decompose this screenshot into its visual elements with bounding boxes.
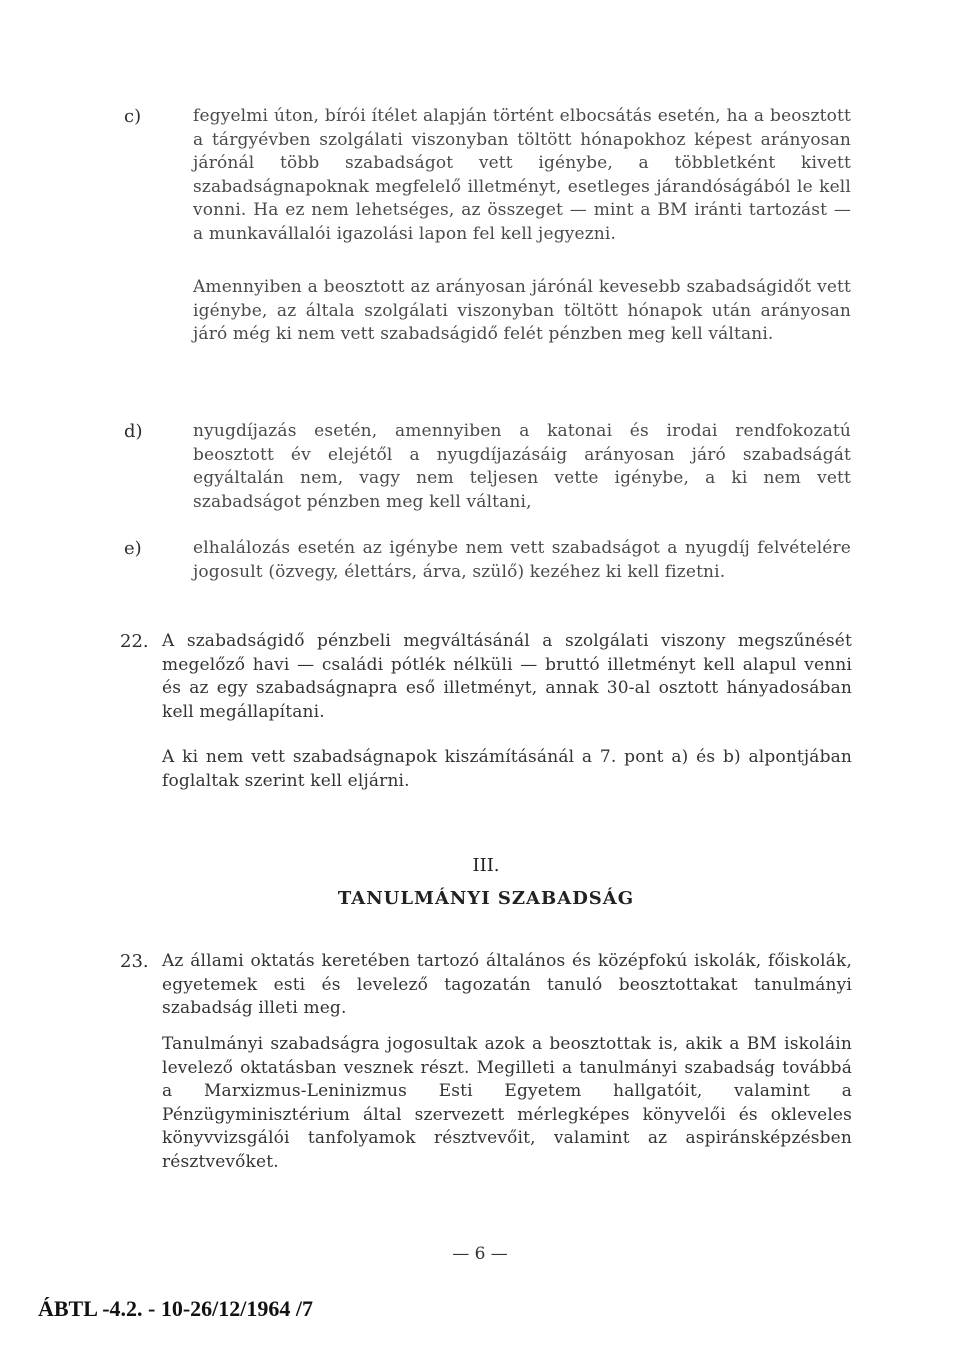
point-label-22: 22. [120,631,149,652]
section-title: TANULMÁNYI SZABADSÁG [337,888,635,909]
page-number: — 6 — [452,1244,508,1264]
point-23-paragraph-2: Tanulmányi szabadságra jogosultak azok a beosztottak is, akik a BM iskoláin levelező oktatásban vesznek részt. Megilleti a tanulmányi szabadság továbbá a Marxizmus-Leninizmus Esti Egyetem hallgatóit, valamint a Pénzügyminisztérium által szervezett mérlegképes könyvelői és okleveles könyvvizsgálói tanfolyamok résztvevőit, valamint az aspiránsképzésben résztvevőket. [162,1034,852,1172]
item-label-e: e) [124,538,142,559]
point-23-paragraph-1: Az állami oktatás keretében tartozó általános és középfokú iskolák, főiskolák, egyetemek esti és levelező tagozatán tanuló beosztottakat tanulmányi szabadság illeti meg. [162,951,852,1018]
point-label-23: 23. [120,951,149,972]
archive-reference: ÁBTL -4.2. - 10-26/12/1964 /7 [38,1296,314,1321]
point-22-paragraph-2: A ki nem vett szabadságnapok kiszámításánál a 7. pont a) és b) alpontjában foglaltak szerint kell eljárni. [162,747,852,791]
item-label-d: d) [124,421,143,442]
item-e-paragraph: elhalálozás esetén az igénybe nem vett szabadságot a nyugdíj felvételére jogosult (özvegy, élettárs, árva, szülő) kezéhez ki kell fizetni. [193,538,851,582]
point-22-paragraph-1: A szabadságidő pénzbeli megváltásánál a szolgálati viszony megszűnését megelőző havi — családi pótlék nélküli — bruttó illetményt kell alapul venni és az egy szabadságnapra eső illetményt, annak 30-al osztott hányadosában kell megállapítani. [162,631,852,722]
section-roman-numeral: III. [472,855,500,876]
item-d-paragraph: nyugdíjazás esetén, amennyiben a katonai és irodai rendfokozatú beosztott év elejétől a nyugdíjazásáig arányosan járó szabadságát egyáltalán nem, vagy nem teljesen vette igénybe, a ki nem vett szabadságot pénzben meg kell váltani, [193,421,851,512]
item-label-c: c) [124,106,142,127]
item-c-paragraph-1: fegyelmi úton, bírói ítélet alapján történt elbocsátás esetén, ha a beosztott a tárgyévben szolgálati viszonyban töltött hónapokhoz képest arányosan járónál több szabadságot vett igénybe, a többletként kivett szabadságnapoknak megfelelő illetményt, esetleges járandóságából le kell vonni. Ha ez nem lehetséges, az összeget — mint a BM iránti tartozást — a munkavállalói igazolási lapon fel kell jegyezni. [193,106,851,244]
item-c-paragraph-2: Amennyiben a beosztott az arányosan járónál kevesebb szabadságidőt vett igénybe, az általa szolgálati viszonyban töltött hónapok után arányosan járó még ki nem vett szabadságidő felét pénzben meg kell váltani. [193,277,851,344]
